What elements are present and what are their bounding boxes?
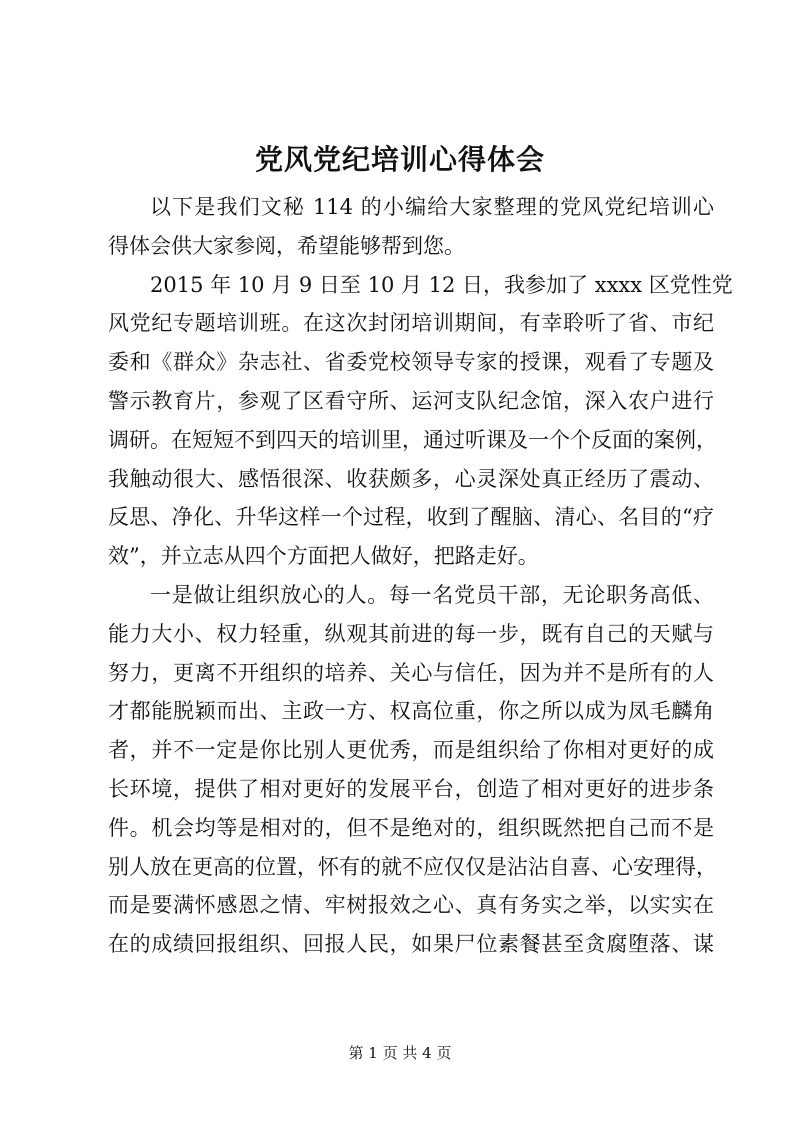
paragraph-line: 别人放在更高的位置，怀有的就不应仅仅是沾沾自喜、心安理得，	[108, 854, 717, 879]
paragraph-line: 调研。在短短不到四天的培训里，通过听课及一个个反面的案例，	[108, 427, 717, 452]
paragraph-line: 才都能脱颖而出、主政一方、权高位重，你之所以成为凤毛麟角	[108, 699, 714, 724]
paragraph-line: 在的成绩回报组织、回报人民，如果尸位素餐甚至贪腐堕落、谋	[108, 932, 714, 957]
paragraph-line: 我触动很大、感悟很深、收获颇多，心灵深处真正经历了震动、	[108, 466, 714, 491]
paragraph-line: 警示教育片，参观了区看守所、运河支队纪念馆，深入农户进行	[108, 388, 714, 413]
paragraph-line: 长环境，提供了相对更好的发展平台，创造了相对更好的进步条	[108, 776, 714, 801]
page-footer: 第 1 页 共 4 页	[348, 1044, 452, 1062]
paragraph-line: 能力大小、权力轻重，纵观其前进的每一步，既有自己的天赋与	[108, 621, 714, 646]
paragraph-line: 得体会供大家参阅，希望能够帮到您。	[108, 233, 465, 258]
paragraph-line: 努力，更离不开组织的培养、关心与信任，因为并不是所有的人	[108, 660, 714, 685]
paragraph-line: 者，并不一定是你比别人更优秀，而是组织给了你相对更好的成	[108, 738, 714, 763]
paragraph-line: 件。机会均等是相对的，但不是绝对的，组织既然把自己而不是	[108, 815, 714, 840]
paragraph-line: 委和《群众》杂志社、省委党校领导专家的授课，观看了专题及	[108, 350, 714, 375]
document-body	[108, 188, 733, 964]
paragraph-line: 一是做让组织放心的人。每一名党员干部，无论职务高低、	[150, 582, 714, 607]
paragraph-line: 2015 年 10 月 9 日至 10 月 12 日，我参加了 xxxx 区党性党	[150, 272, 733, 297]
paragraph-line: 而是要满怀感恩之情、牢树报效之心、真有务实之举，以实实在	[108, 893, 714, 918]
paragraph-line: 以下是我们文秘 114 的小编给大家整理的党风党纪培训心	[150, 195, 714, 219]
paragraph-line: 效”，并立志从四个方面把人做好，把路走好。	[108, 544, 539, 569]
paragraph-line: 风党纪专题培训班。在这次封闭培训期间，有幸聆听了省、市纪	[108, 311, 714, 336]
document-title: 党风党纪培训心得体会	[254, 143, 545, 176]
paragraph-line: 反思、净化、升华这样一个过程，收到了醒脑、清心、名目的“疗	[108, 505, 714, 530]
